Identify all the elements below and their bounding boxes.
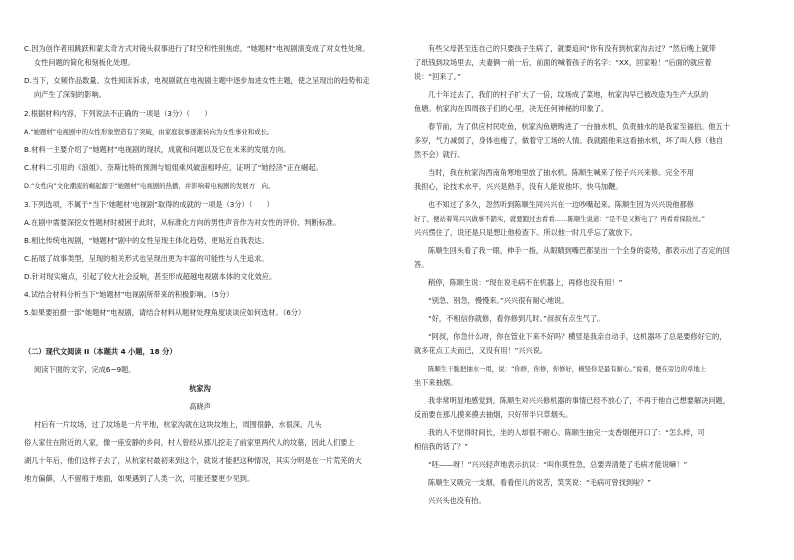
paragraph-line: 相信我的话了？”: [414, 442, 469, 451]
paragraph-line: 鱼塘。杭家沟在四周孩子们的心里，决无任何神秘的印象了。: [414, 104, 609, 113]
question-5-stem: 5.如果要拍摄一部“她题材”电视剧，请结合材料从题材处理角度谈谈应如何选材。（6分）: [24, 308, 306, 317]
paragraph-line: 答。: [414, 260, 429, 269]
option-b: B.材料一主要介绍了“她题材”电视剧的现状，成就和问题以及它在未来的发展方向。: [24, 145, 291, 154]
text-line: C.因为创作者用跳跃和蒙太奇方式对镜头叙事进行了时空和性别焦虑，“她题材”电视剧演变成了对女性处境、: [24, 44, 370, 53]
paragraph-line: 也不知过了多久，忽然听到陈顺生同兴兴在一边吵嘴起来。陈顺生因为兴兴说他都修: [428, 200, 694, 209]
paragraph-line: 兴兴愣住了，说还是只是想让他检查下。所以他一时几乎忘了就放下。: [414, 228, 637, 237]
paragraph-line: 当时，我在杭家沟西南角寒地里放了抽水机。陈顺生喊来了侄子兴兴来修。完全不用: [428, 168, 694, 177]
reading-instruction: 阅读下面的文字，完成6~9题。: [34, 365, 136, 374]
paragraph-line: 坐下来抽烟。: [414, 378, 458, 387]
paragraph-line: 村后有一片坟场，过了坟场是一片平地，杭家沟就在这块坟地上，周围很静，水很深，几头: [34, 420, 322, 429]
option-c: C.拓展了故事类型，呈现的相关形式也呈现出更为丰富的可能性与人生追求。: [24, 254, 269, 263]
paragraph-line: 俗人家住在附近的人家，像一座安静的乡间，村人曾经从那儿挖走了前家里两代人的坟墓，因此人们要上: [24, 438, 355, 447]
paragraph-line: 了纸钱到坟场里去，夫妻俩一前一后，前面的喊着孩子的名字：“XX，回家啦！”后面的就应着: [414, 58, 712, 67]
question-4-stem: 4.试结合材料分析当下“她题材”电视剧所带来的积极影响。（5分）: [24, 290, 234, 299]
option-a: A.“她题材”电视剧中的女性形象塑造有了突破，由家庭叙事逐渐转向为女性事业和成长。: [24, 128, 274, 136]
question-2-stem: 2.根据材料内容，下列说法不正确的一项是（3分）（ ）: [24, 109, 212, 118]
paragraph-line: 然不会）就行。: [414, 150, 465, 159]
paragraph-line: “阿叔，你急什么呀，你在管业下来不好吗？横竖是我亲自动手，这机器坏了总是要修好它的，: [428, 332, 727, 341]
paragraph-line: “呸——呀！”兴兴轻声地表示抗议：“叫你莫性急，总要弄清楚了毛病才能说嘛！”: [428, 460, 688, 469]
paragraph-line: 好了，便站着骂兴兴做事不踏实，就要跑过去看看……陈顺生说道：“是不是又断电了？再看看保险丝。”: [414, 215, 705, 223]
paragraph-line: 兴兴头也没有抬。: [428, 496, 486, 505]
paragraph-line: 多岁，气力减弱了，身体也瘦了，做着守工场的人情。我就跟他来这看抽水机，坏了叫人修（他自: [414, 136, 724, 145]
story-title: 杭家沟: [189, 384, 211, 393]
paragraph-line: 反而要在那儿摸来摸去抽烟，只好带半只草烟头。: [414, 410, 573, 419]
question-3-stem: 3.下列选项，不属于“当下‘她题材’电视剧”取得的成就的一项是（3分）（ ）: [24, 200, 274, 209]
paragraph-line: 我非常明显地感觉到，陈顺生对兴兴修机器的事情已经不放心了，不再于他自己想要解决问题，: [428, 396, 730, 405]
paragraph-line: 就多花点工夫而已，又没有用！”兴兴说。: [414, 346, 548, 355]
paragraph-line: 陈顺生又吸完一支烟，看看侄儿的说苦，笑笑说：“毛病可曾找到啦？”: [428, 478, 652, 487]
paragraph-line: 陈顺生回头看了我一眼，伸手一指，从眼睛到嘴巴都显出一个全身的姿势，都表示出了否定的回: [428, 246, 730, 255]
option-c: C.材料二引用的《浪姐》、奈斯比特的预测与姐姐乘风破浪相呼应，证明了“她经济”正在崛起。: [24, 163, 323, 172]
option-b: B.相比传统电视剧，“她题材”剧中的女性呈现主体化趋势，更贴近自我表达。: [24, 236, 269, 245]
story-author: 高晓声: [189, 402, 211, 411]
paragraph-line: 春节前，为了供应村民吃鱼，杭家沟鱼塘购进了一台抽水机，负责抽水的是我家至福伯。他五十: [428, 122, 730, 131]
option-d: D.针对现实痛点，引起了较大社会反响，甚至形成超越电视剧本体的文化效应。: [24, 272, 277, 281]
text-line: D.当下，女频作品数量、女性阅读诉求，电视剧就在电视剧主题中逐步加进女性主题，使之呈现出的趋势和走: [24, 76, 370, 85]
paragraph-line: 稍停，陈顺生说：“现在说毛病不在机器上，再修也没有用！”: [428, 278, 623, 287]
section-heading: （二）现代文阅读 II（本题共 4 小题，18 分）: [24, 347, 177, 356]
paragraph-line: 地方偏僻，人不留痕于地面，如果遇到了人类一次，可能还要更少见到。: [24, 474, 255, 483]
text-line: 女性问题的简化和刻板化处理。: [34, 58, 135, 67]
paragraph-line: “好，不相信你就修，看你修到几时。”叔叔有点生气了。: [428, 314, 605, 323]
option-d: D.“女性向”文化潮流的崛起源于“她题材”电视剧的热播，并影响着电视剧的发展方 向。: [24, 182, 275, 190]
option-a: A.在剧中需要深挖女性题材时被困于此时，从标准化方向的男性声音作为对女性的评价、判断标准。: [24, 218, 341, 227]
paragraph-line: 我的人不觉得时间长，坐的人却很不耐心。陈顺生抽完一支香烟便开口了：“怎么样，可: [428, 428, 705, 437]
paragraph-line: 有些父母甚至连自己的只要孩子生病了，就要追问“你有没有到杭家沟去过？”然后晚上就带: [428, 44, 716, 53]
paragraph-line: 我担心，论技术水平，兴兴是熟手，没有人能说他坏。快马加鞭。: [414, 182, 623, 191]
paragraph-line: 湖几十年后，他们这样子去了，从杭家村最初来到这个，就说才能把这种情况，其实分明是在一片荒芜的大: [24, 456, 362, 465]
paragraph-line: 几十年过去了，我们的村子扩大了一倍，坟场成了菜地，杭家沟早已被改造为生产大队的: [428, 90, 709, 99]
paragraph-line: 陈顺生干脆把抽水一甩，说：“你修，你修，你修好，横竖你是最有耐心。”说着，便在旁边的草地上: [428, 365, 707, 373]
paragraph-line: 说：“回来了。”: [414, 72, 461, 81]
text-line: 向产生了深刻的影响。: [34, 90, 106, 99]
paragraph-line: “别急、别急，慢慢来。”兴兴很有耐心地说。: [428, 296, 569, 305]
